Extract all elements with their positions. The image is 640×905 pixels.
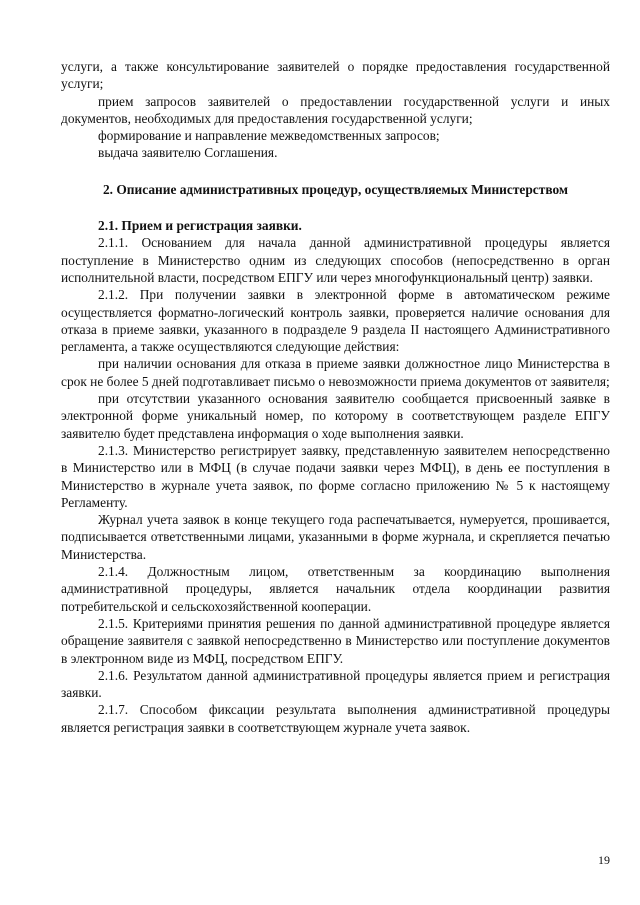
paragraph-2-1-4: 2.1.4. Должностным лицом, ответственным за координацию выполнения административной процедуры, является начальник отдела координации развития потребительской и сельскохозяйственной кооперации. [61, 564, 610, 614]
paragraph-2-1-6: 2.1.6. Результатом данной административной процедуры является прием и регистрация заявки. [61, 667, 610, 701]
page-number: 19 [598, 853, 610, 867]
paragraph-2-1-3: 2.1.3. Министерство регистрирует заявку, представленную заявителем непосредственно в Министерство или в МФЦ (в случае подачи заявки через МФЦ), в день ее поступления в Министерство в журнале учета заявок, по форме согласно приложению № 5 к настоящему Регламенту. [61, 442, 610, 510]
paragraph-2-1-7: 2.1.7. Способом фиксации результата выполнения административной процедуры является регистрация заявки в соответствующем журнале учета заявок. [61, 702, 610, 735]
paragraph-journal: Журнал учета заявок в конце текущего года распечатывается, нумеруется, прошивается, подписывается ответственными лицами, указанными в форме журнала, и скрепляется печатью Министерства. [61, 512, 610, 562]
paragraph-agreement-issue: выдача заявителю Соглашения. [98, 145, 278, 161]
section-heading: 2. Описание административных процедур, осуществляемых Министерством [102, 181, 569, 197]
paragraph-interagency-requests: формирование и направление межведомственных запросов; [98, 128, 440, 144]
paragraph-request-intake: прием запросов заявителей о предоставлении государственной услуги и иных документов, необходимых для предоставления государственной услуги; [61, 93, 610, 126]
paragraph-2-1-5: 2.1.5. Критериями принятия решения по данной административной процедуре является обращение заявителя с заявкой непосредственно в Министерство или поступление документов в электронном виде из МФЦ, посредством ЕПГУ. [61, 615, 610, 666]
page-body [61, 58, 610, 736]
paragraph-refusal-letter: при наличии основания для отказа в приеме заявки должностное лицо Министерства в срок не более 5 дней подготавливает письмо о невозможности приема документов от заявителя; [61, 356, 610, 389]
paragraph-unique-number: при отсутствии указанного основания заявителю сообщается присвоенный заявке в электронной форме уникальный номер, по которому в соответствующем разделе ЕПГУ заявителю будет представлена информация о ходе выполнения заявки. [61, 391, 610, 441]
subsection-heading: 2.1. Прием и регистрация заявки. [98, 218, 302, 234]
paragraph-2-1-2: 2.1.2. При получении заявки в электронной форме в автоматическом режиме осуществляется форматно-логический контроль заявки, проверяется наличие основания для отказа в приеме заявки, указанного в подразделе 9 раздела II настоящего Административного регламента, а также осуществляются следующие действия: [61, 287, 610, 355]
paragraph-2-1-1: 2.1.1. Основанием для начала данной административной процедуры является поступление в Министерство одним из следующих способов (непосредственно в орган исполнительной власти, посредством ЕПГУ или через многофункциональный центр) заявки. [61, 235, 610, 285]
paragraph-services-consulting: услуги, а также консультирование заявителей о порядке предоставления государственной услуги; [61, 59, 610, 92]
